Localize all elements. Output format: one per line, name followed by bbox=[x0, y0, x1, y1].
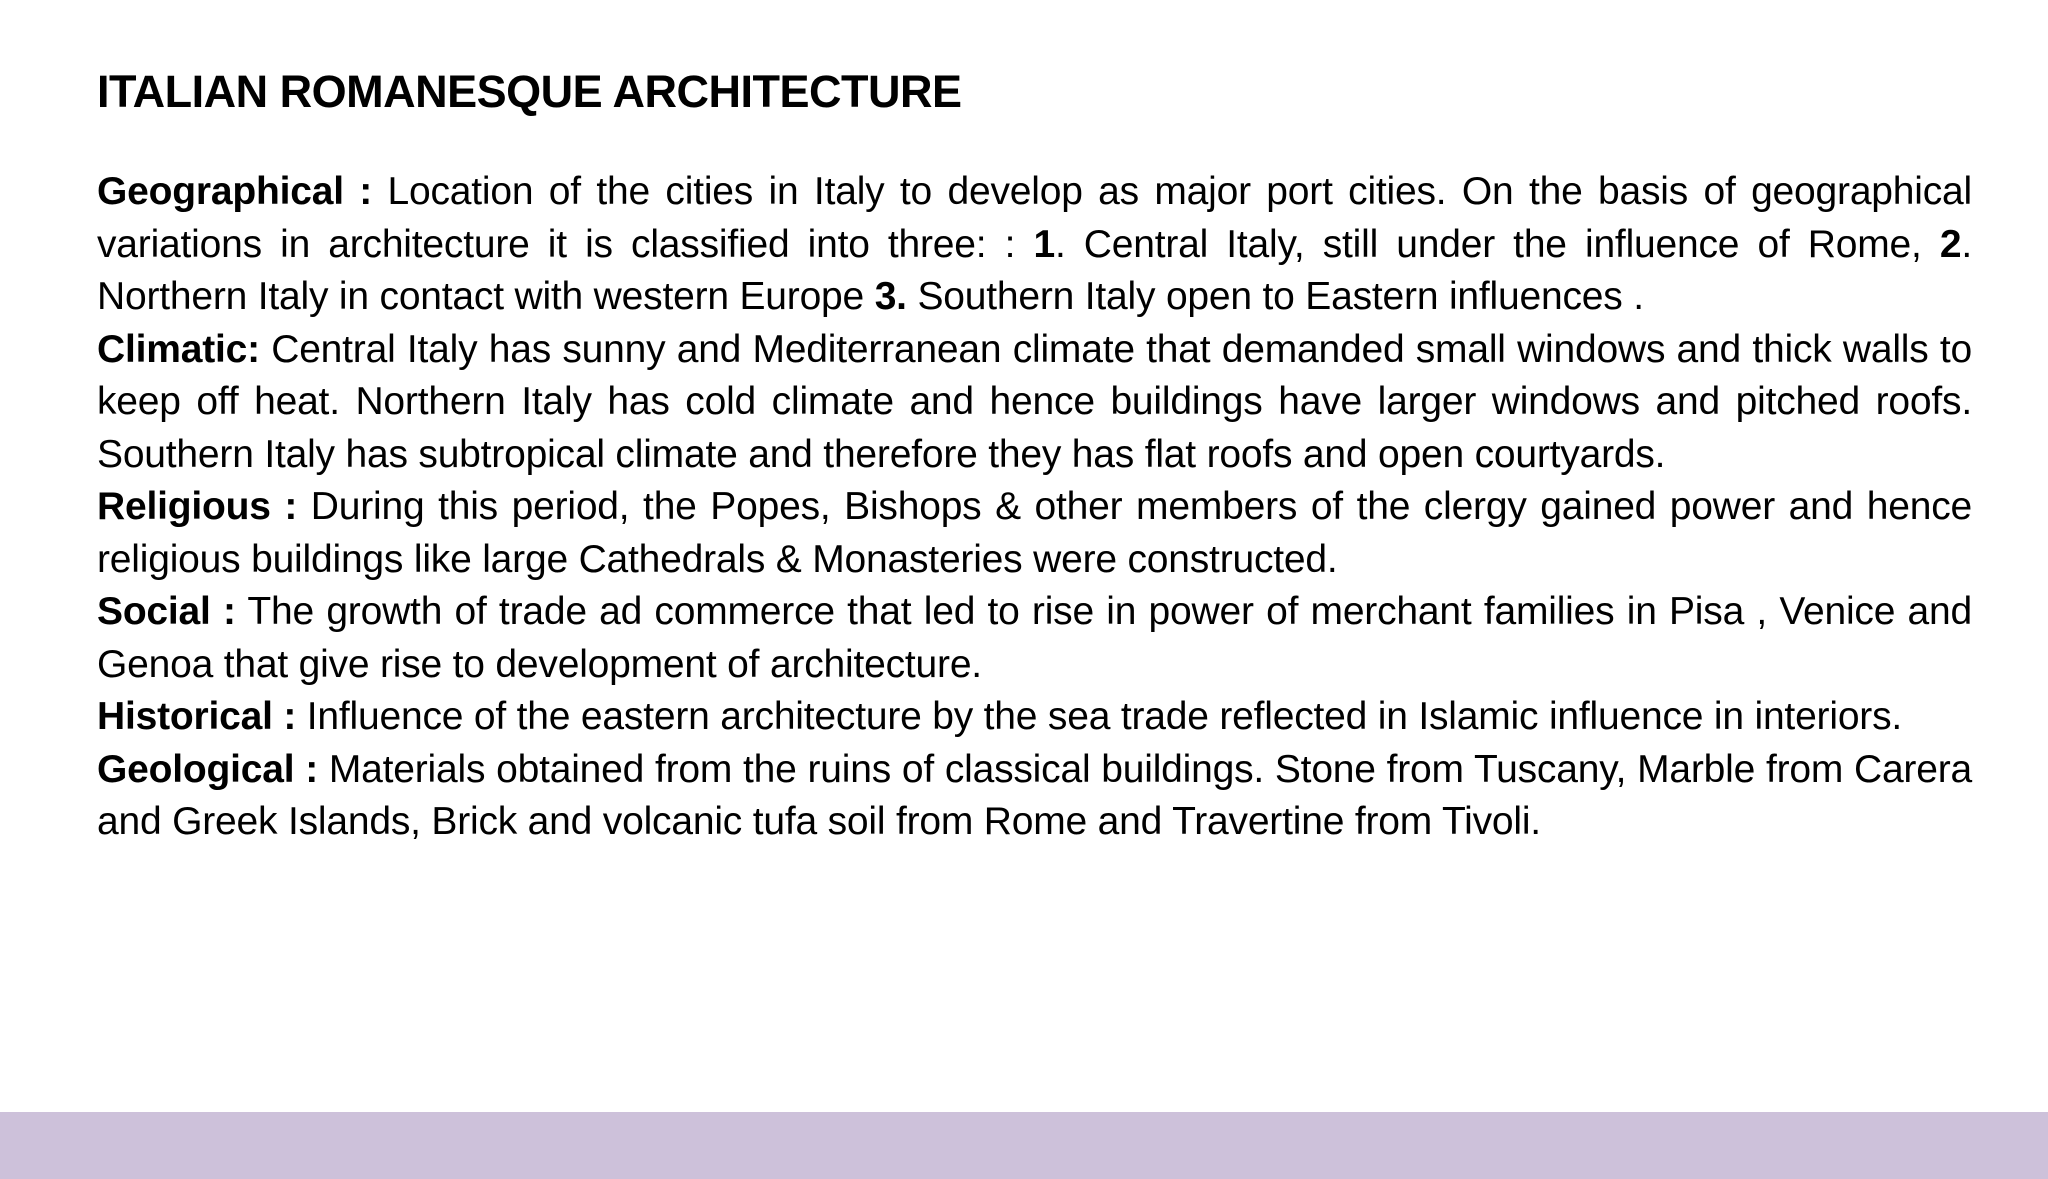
geological-label: Geological : bbox=[97, 747, 319, 791]
slide-title: ITALIAN ROMANESQUE ARCHITECTURE bbox=[97, 66, 962, 117]
social-label: Social : bbox=[97, 590, 236, 633]
religious-paragraph bbox=[97, 481, 1972, 586]
social-text: The growth of trade ad commerce that led to rise in power of merchant families in Pisa , Venice and Genoa that give rise to development of architecture. bbox=[97, 590, 1972, 686]
historical-paragraph bbox=[97, 691, 1972, 744]
geographical-number-2: 2 bbox=[1939, 222, 1962, 266]
geographical-number-1: 1 bbox=[1033, 222, 1055, 266]
slide-body bbox=[97, 166, 1972, 849]
geological-paragraph bbox=[97, 744, 1972, 849]
social-paragraph bbox=[97, 586, 1972, 691]
climatic-text: Central Italy has sunny and Mediterranean climate that demanded small windows and thick walls to keep off heat. Northern Italy has cold climate and hence buildings have larger windows and pitched roofs. Southern Italy has subtropical climate and therefore they has flat roofs and open courtyards. bbox=[97, 327, 1972, 476]
religious-label: Religious : bbox=[97, 485, 298, 528]
geographical-text-2: . Central Italy, still under the influence of Rome, bbox=[1054, 222, 1940, 266]
historical-text: Influence of the eastern architecture by the sea trade reflected in Islamic influence in interiors. bbox=[296, 695, 1903, 738]
geographical-paragraph bbox=[97, 166, 1972, 324]
religious-text: During this period, the Popes, Bishops & other members of the clergy gained power and hence religious buildings like large Cathedrals & Monasteries were constructed. bbox=[97, 485, 1972, 581]
climatic-label: Climatic: bbox=[97, 327, 260, 371]
geological-text: Materials obtained from the ruins of classical buildings. Stone from Tuscany, Marble from Carera and Greek Islands, Brick and volcanic tufa soil from Rome and Travertine from Tivoli. bbox=[97, 747, 1972, 843]
geographical-label: Geographical : bbox=[97, 170, 373, 213]
historical-label: Historical : bbox=[97, 695, 297, 738]
geographical-text-3: . Northern Italy in contact with western Europe bbox=[97, 222, 1972, 318]
geographical-text-4: Southern Italy open to Eastern influences . bbox=[906, 275, 1644, 318]
geographical-text-1: Location of the cities in Italy to develop as major port cities. On the basis of geographical variations in architecture it is classified into three: : bbox=[97, 170, 1973, 266]
climatic-paragraph bbox=[97, 324, 1972, 482]
geographical-number-3: 3. bbox=[874, 275, 907, 318]
footer-band bbox=[0, 1112, 2048, 1179]
